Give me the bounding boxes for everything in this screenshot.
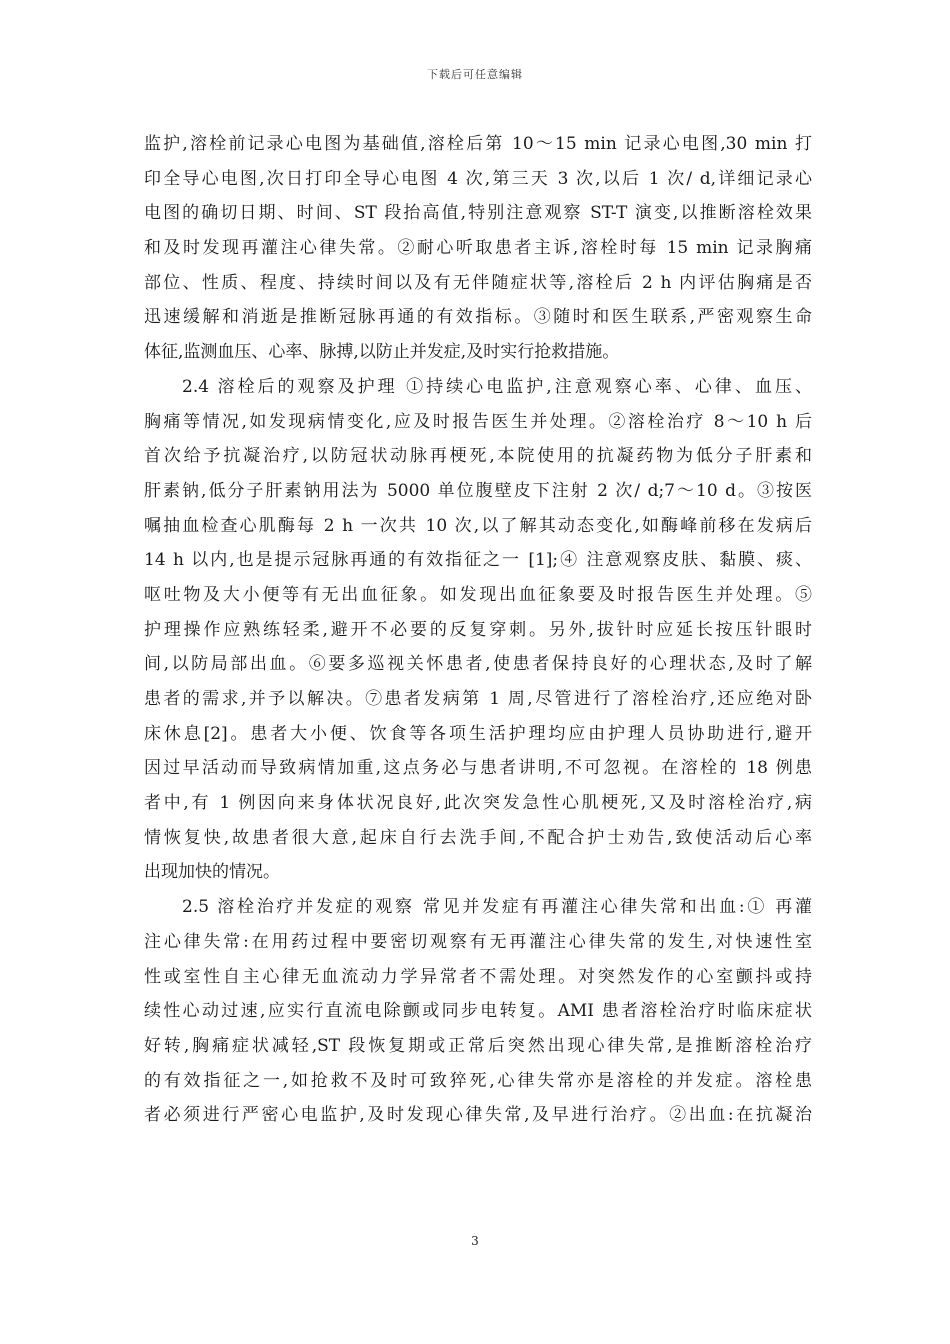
- text-line: 嘱抽血检查心肌酶每 2 h 一次共 10 次,以了解其动态变化,如酶峰前移在发病后: [144, 515, 812, 536]
- text-line: 和及时发现再灌注心律失常。②耐心听取患者主诉,溶栓时每 15 min 记录胸痛: [144, 238, 812, 259]
- text-line: 的有效指征之一,如抢救不及时可致猝死,心律失常亦是溶栓的并发症。溶栓患: [144, 1070, 812, 1091]
- text-line: 患者的需求,并予以解决。⑦患者发病第 1 周,尽管进行了溶栓治疗,还应绝对卧: [144, 689, 812, 709]
- text-line: 肝素钠,低分子肝素钠用法为 5000 单位腹壁皮下注射 2 次/ d;7～10 d。③按医: [144, 480, 812, 501]
- text-line: 者中,有 1 例因向来身体状况良好,此次突发急性心肌梗死,又及时溶栓治疗,病: [144, 793, 812, 814]
- text-line: 电图的确切日期、时间、ST 段抬高值,特别注意观察 ST-T 演变,以推断溶栓效果: [144, 203, 812, 224]
- text-line: 部位、性质、程度、持续时间以及有无伴随症状等,溶栓后 2 h 内评估胸痛是否: [144, 272, 812, 293]
- section-heading-line: 2.5 溶栓治疗并发症的观察 常见并发症有再灌注心律失常和出血:① 再灌: [182, 897, 812, 918]
- text-line: 出现加快的情况。: [144, 862, 280, 883]
- text-line: 监护,溶栓前记录心电图为基础值,溶栓后第 10～15 min 记录心电图,30 min 打: [144, 134, 812, 154]
- document-body: [144, 127, 812, 1133]
- page-number: 3: [471, 1234, 479, 1248]
- text-line: 好转,胸痛症状减轻,ST 段恢复期或正常后突然出现心律失常,是推断溶栓治疗: [144, 1035, 812, 1056]
- text-line: 注心律失常:在用药过程中要密切观察有无再灌注心律失常的发生,对快速性室: [144, 931, 812, 952]
- section-heading-line: 2.4 溶栓后的观察及护理 ①持续心电监护,注意观察心率、心律、血压、: [182, 376, 812, 397]
- text-line: 间,以防局部出血。⑥要多巡视关怀患者,使患者保持良好的心理状态,及时了解: [144, 654, 812, 675]
- text-line: 情恢复快,故患者很大意,起床自行去洗手间,不配合护士劝告,致使活动后心率: [144, 827, 812, 848]
- text-line: 迅速缓解和消逝是推断冠脉再通的有效指标。③随时和医生联系,严密观察生命: [144, 307, 812, 328]
- text-line: 床休息[2]。患者大小便、饮食等各项生活护理均应由护理人员协助进行,避开: [144, 723, 812, 744]
- page-header: 下载后可任意编辑: [427, 68, 523, 81]
- text-line: 护理操作应熟练轻柔,避开不必要的反复穿刺。另外,拔针时应延长按压针眼时: [144, 619, 812, 640]
- text-line: 者必须进行严密心电监护,及时发现心律失常,及早进行治疗。②出血:在抗凝治: [144, 1105, 812, 1126]
- text-line: 呕吐物及大小便等有无出血征象。如发现出血征象要及时报告医生并处理。⑤: [144, 584, 812, 605]
- text-line: 胸痛等情况,如发现病情变化,应及时报告医生并处理。②溶栓治疗 8～10 h 后: [144, 411, 812, 432]
- text-line: 印全导心电图,次日打印全导心电图 4 次,第三天 3 次,以后 1 次/ d,详细记录心: [144, 168, 812, 189]
- text-line: 14 h 以内,也是提示冠脉再通的有效指征之一 [1];④ 注意观察皮肤、黏膜、痰、: [144, 550, 812, 571]
- text-line: 体征,监测血压、心率、脉搏,以防止并发症,及时实行抢救措施。: [144, 342, 620, 363]
- text-line: 性或室性自主心律无血流动力学异常者不需处理。对突然发作的心室颤抖或持: [144, 966, 812, 987]
- text-line: 因过早活动而导致病情加重,这点务必与患者讲明,不可忽视。在溶栓的 18 例患: [144, 758, 812, 779]
- text-line: 续性心动过速,应实行直流电除颤或同步电转复。AMI 患者溶栓治疗时临床症状: [144, 1001, 812, 1022]
- text-line: 首次给予抗凝治疗,以防冠状动脉再梗死,本院使用的抗凝药物为低分子肝素和: [144, 446, 812, 467]
